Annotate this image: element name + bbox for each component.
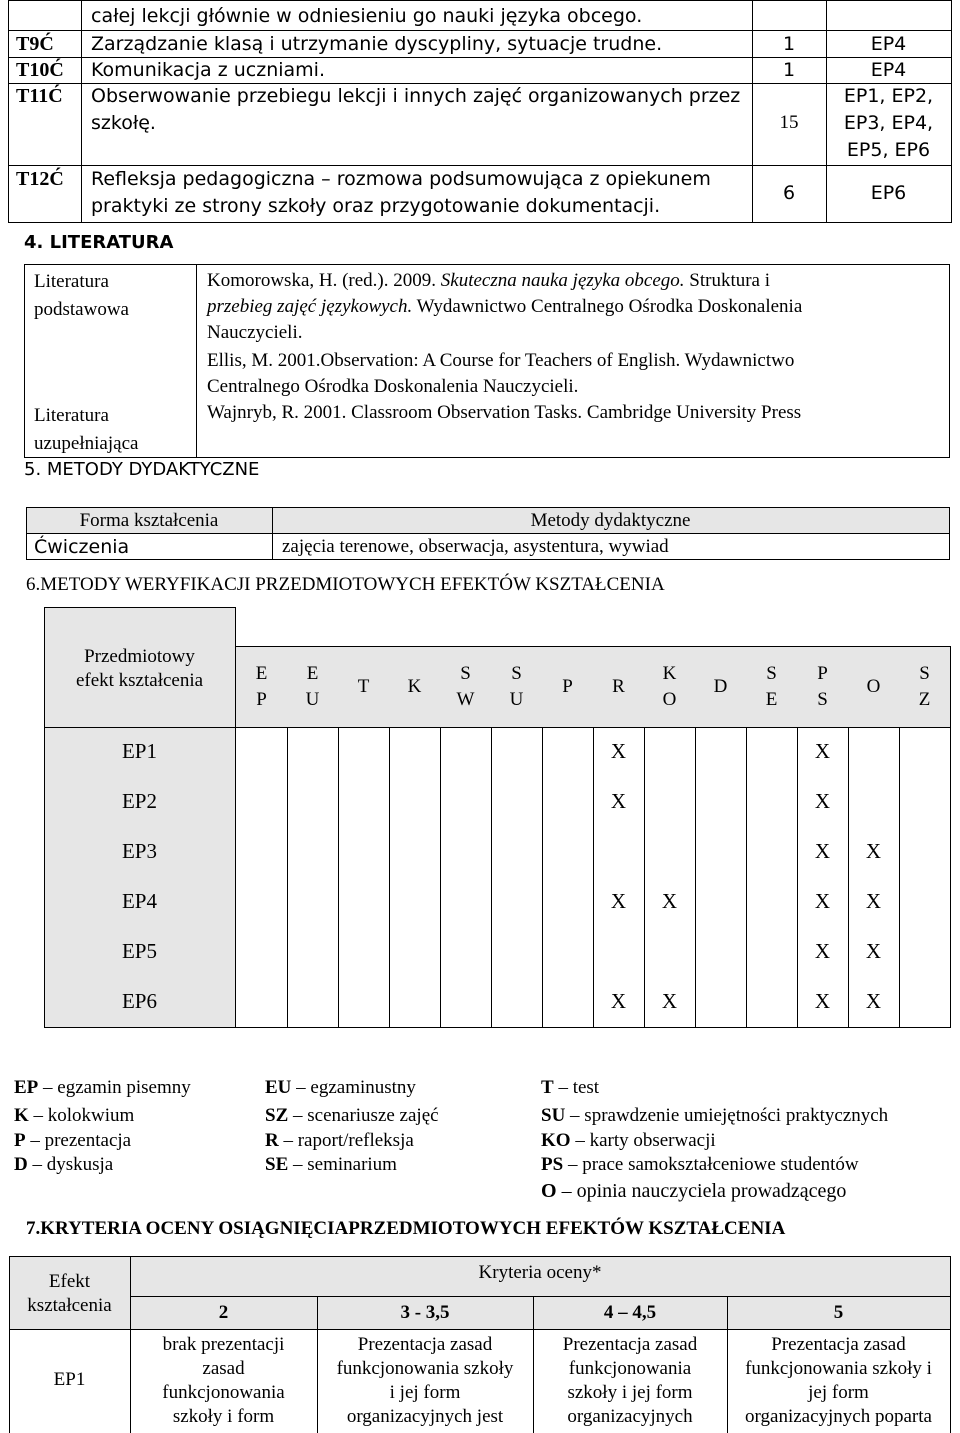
criteria-header: Kryteria oceny* <box>478 1262 602 1283</box>
verification-corner-label: Przedmiotowy <box>84 646 195 667</box>
literature-supplementary-label: uzupełniająca <box>34 433 139 454</box>
verification-column-header <box>491 661 542 713</box>
topic-hours: 1 <box>782 33 796 55</box>
legend-item: T – test <box>541 1077 600 1098</box>
topic-text: całej lekcji głównie w odniesieniu go nauki języka obcego. <box>91 5 643 27</box>
verification-column-divider <box>746 727 747 1027</box>
criteria-cell: Prezentacja zasad funkcjonowania szkoły i jej form organizacyjnych jest <box>336 1334 514 1427</box>
legend-item: P – prezentacja <box>14 1130 132 1151</box>
verification-column-letter: S <box>817 689 828 710</box>
verification-column-letter: S <box>766 663 777 684</box>
topic-code: T9Ć <box>16 33 54 55</box>
verification-column-letter: P <box>256 689 267 710</box>
legend-item: EU – egzaminustny <box>265 1077 416 1098</box>
verification-column-header <box>593 674 644 700</box>
topic-code: T11Ć <box>16 85 63 107</box>
literature-supplementary-entry: Wajnryb, R. 2001. Classroom Observation Tasks. Cambridge University Press <box>207 402 802 423</box>
methods-col-methods: Metody dydaktyczne <box>530 510 691 531</box>
literature-basic-entry: Ellis, M. 2001.Observation: A Course for Teachers of English. Wydawnictwo Centralnego Ośrodka Doskonalenia Nauczycieli. <box>207 350 795 397</box>
criteria-grade: 5 <box>833 1302 844 1323</box>
verification-column-header <box>338 674 389 700</box>
literature-basic-entry: Komorowska, H. (red.). 2009. Skuteczna nauka języka obcego. Struktura i przebieg zajęć językowych. Wydawnictwo Centralnego Ośrodka Doskonalenia Nauczycieli. <box>207 270 803 343</box>
criteria-cell: brak prezentacji zasad funkcjonowania szkoły i form <box>162 1334 285 1427</box>
verification-mark: X <box>865 839 882 863</box>
legend-item: PS – prace samokształceniowe studentów <box>541 1154 859 1175</box>
legend-item: R – raport/refleksja <box>265 1130 414 1151</box>
legend-item: EP – egzamin pisemny <box>14 1077 191 1098</box>
verification-column-letter: K <box>407 676 422 697</box>
verification-column-letter: U <box>509 689 524 710</box>
verification-mark: X <box>610 789 627 813</box>
criteria-row-label: EP1 <box>53 1369 86 1390</box>
verification-mark: X <box>814 789 831 813</box>
topic-text: Zarządzanie klasą i utrzymanie dyscypliny, sytuacje trudne. <box>91 33 663 55</box>
verification-column-header <box>287 661 338 713</box>
verification-column-header <box>644 661 695 713</box>
verification-column-divider <box>695 727 696 1027</box>
verification-column-letter: K <box>662 663 677 684</box>
topic-effects: EP3, EP4, <box>843 112 934 134</box>
verification-mark: X <box>814 939 831 963</box>
topic-text: praktyki ze strony szkoły oraz przygotowanie dokumentacji. <box>91 195 661 217</box>
topic-effects: EP4 <box>870 33 907 55</box>
verification-row-label: EP4 <box>121 889 157 913</box>
criteria-effect-header: Efekt <box>48 1271 91 1292</box>
topic-hours: 15 <box>779 112 799 133</box>
verification-column-letter: S <box>511 663 522 684</box>
legend-item: O – opinia nauczyciela prowadzącego <box>541 1180 847 1202</box>
topic-hours: 6 <box>782 182 796 204</box>
methods-col-form: Forma kształcenia <box>79 510 219 531</box>
verification-column-divider <box>848 727 849 1027</box>
legend-item: SU – sprawdzenie umiejętności praktycznych <box>541 1105 889 1126</box>
literature-supplementary-label: Literatura <box>34 405 109 426</box>
verification-column-letter: O <box>866 676 881 697</box>
verification-mark: X <box>865 989 882 1013</box>
criteria-effect-header: kształcenia <box>27 1295 112 1316</box>
verification-row-label: EP1 <box>121 739 157 763</box>
verification-column-letter: T <box>357 676 370 697</box>
verification-column-letter: O <box>662 689 677 710</box>
topic-text: Obserwowanie przebiegu lekcji i innych zajęć organizowanych przez <box>91 85 741 107</box>
verification-mark: X <box>610 739 627 763</box>
verification-column-divider <box>389 727 390 1027</box>
topic-text: Refleksja pedagogiczna – rozmowa podsumowująca z opiekunem <box>91 168 711 190</box>
legend-item: KO – karty obserwacji <box>541 1130 716 1151</box>
verification-heading: 6.METODY WERYFIKACJI PRZEDMIOTOWYCH EFEKTÓW KSZTAŁCENIA <box>26 574 665 595</box>
topic-text: Komunikacja z uczniami. <box>91 59 325 81</box>
verification-mark: X <box>814 889 831 913</box>
verification-column-header <box>236 661 287 713</box>
literature-basic-label: podstawowa <box>34 299 129 320</box>
verification-mark: X <box>814 989 831 1013</box>
verification-column-divider <box>797 727 798 1027</box>
verification-column-header <box>440 661 491 713</box>
criteria-grade: 4 – 4,5 <box>603 1302 657 1323</box>
verification-column-header <box>746 661 797 713</box>
verification-mark: X <box>814 839 831 863</box>
verification-column-divider <box>899 727 900 1027</box>
verification-mark: X <box>610 889 627 913</box>
verification-corner-label: efekt kształcenia <box>75 670 204 691</box>
verification-column-letter: P <box>817 663 828 684</box>
verification-column-header <box>797 661 848 713</box>
topic-effects: EP1, EP2, <box>843 85 934 107</box>
literature-heading: 4. LITERATURA <box>24 232 174 253</box>
verification-column-letter: E <box>255 663 268 684</box>
verification-column-letter: W <box>456 689 475 710</box>
topic-code: T10Ć <box>16 59 64 81</box>
verification-column-header <box>389 674 440 700</box>
verification-column-header <box>848 674 899 700</box>
verification-column-letter: S <box>460 663 471 684</box>
topic-hours: 1 <box>782 59 796 81</box>
verification-column-divider <box>644 727 645 1027</box>
topic-effects: EP5, EP6 <box>846 139 931 161</box>
topic-code: T12Ć <box>16 168 64 190</box>
verification-column-header <box>899 661 950 713</box>
criteria-cell: Prezentacja zasad funkcjonowania szkoły i jej form organizacyjnych <box>562 1334 698 1427</box>
verification-column-letter: Z <box>918 689 931 710</box>
legend-item: D – dyskusja <box>14 1154 114 1175</box>
verification-column-divider <box>440 727 441 1027</box>
criteria-cell: Prezentacja zasad funkcjonowania szkoły i jej form organizacyjnych poparta <box>745 1334 932 1427</box>
verification-column-header <box>542 674 593 700</box>
verification-row-label: EP3 <box>121 839 157 863</box>
verification-mark: X <box>865 889 882 913</box>
topic-effects: EP4 <box>870 59 907 81</box>
verification-column-divider <box>593 727 594 1027</box>
verification-column-divider <box>491 727 492 1027</box>
legend-item: SE – seminarium <box>265 1154 397 1175</box>
verification-row-label: EP5 <box>121 939 157 963</box>
criteria-heading: 7.KRYTERIA OCENY OSIĄGNIĘCIAPRZEDMIOTOWYCH EFEKTÓW KSZTAŁCENIA <box>26 1218 786 1239</box>
verification-mark: X <box>865 939 882 963</box>
verification-column-letter: U <box>305 689 320 710</box>
topic-effects: EP6 <box>870 182 907 204</box>
verification-mark: X <box>661 889 678 913</box>
verification-mark: X <box>610 989 627 1013</box>
topic-text: szkołę. <box>91 112 156 134</box>
verification-column-letter: R <box>612 676 625 697</box>
verification-mark: X <box>814 739 831 763</box>
verification-column-letter: S <box>919 663 930 684</box>
verification-row-label: EP2 <box>121 789 157 813</box>
verification-column-letter: E <box>765 689 778 710</box>
verification-column-divider <box>338 727 339 1027</box>
verification-mark: X <box>661 989 678 1013</box>
verification-column-header <box>695 674 746 700</box>
verification-column-letter: P <box>562 676 573 697</box>
verification-column-divider <box>287 727 288 1027</box>
methods-heading: 5. METODY DYDAKTYCZNE <box>24 459 260 480</box>
verification-column-divider <box>542 727 543 1027</box>
legend-item: K – kolokwium <box>14 1105 135 1126</box>
methods-form: Ćwiczenia <box>34 536 130 558</box>
verification-column-letter: E <box>306 663 319 684</box>
methods-list: zajęcia terenowe, obserwacja, asystentura, wywiad <box>282 536 669 557</box>
verification-column-letter: D <box>713 676 728 697</box>
criteria-grade: 2 <box>218 1302 229 1323</box>
legend-item: SZ – scenariusze zajęć <box>265 1105 439 1126</box>
literature-basic-label: Literatura <box>34 271 109 292</box>
criteria-grade: 3 - 3,5 <box>400 1302 450 1323</box>
verification-row-label: EP6 <box>121 989 157 1013</box>
